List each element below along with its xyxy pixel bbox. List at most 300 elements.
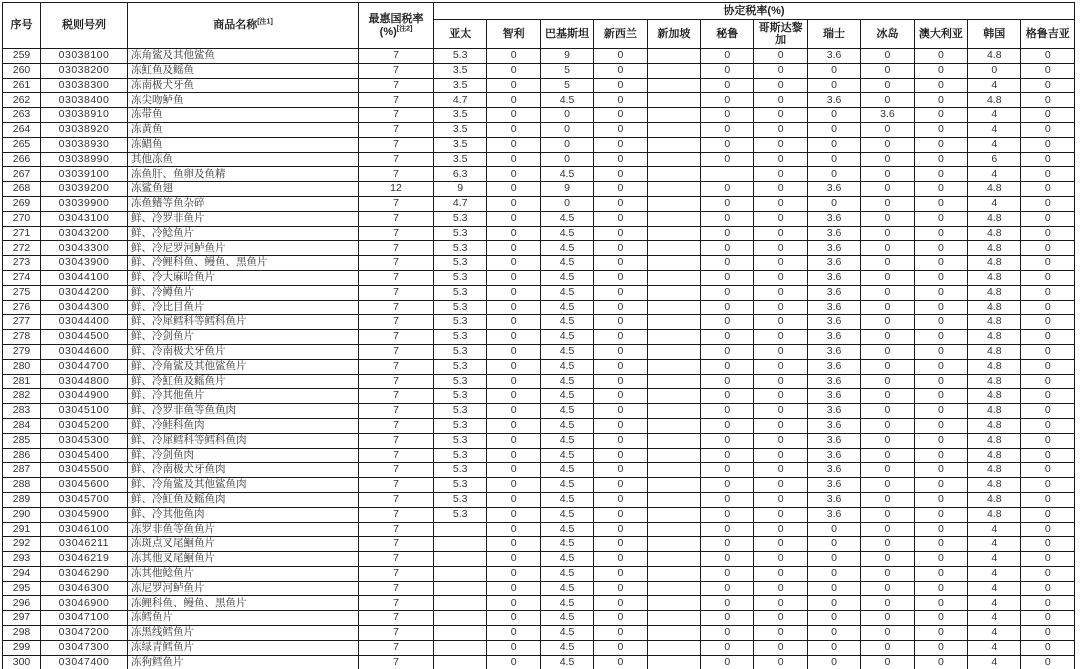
rate-cell: 0: [594, 63, 647, 78]
rate-cell: [647, 108, 700, 123]
rate-cell: 0: [754, 374, 807, 389]
rate-cell: 3.6: [807, 330, 860, 345]
rate-cell: 0: [701, 478, 754, 493]
rate-cell: 0: [807, 566, 860, 581]
table-row: [3, 344, 1075, 359]
rate-cell: 3.6: [807, 389, 860, 404]
mfn-rate: 12: [359, 182, 434, 197]
mfn-rate: 7: [359, 596, 434, 611]
rate-cell: 0: [487, 389, 540, 404]
mfn-rate: 7: [359, 196, 434, 211]
rate-cell: 4.5: [540, 478, 593, 493]
rate-cell: 5.3: [434, 478, 487, 493]
rate-cell: 0: [701, 315, 754, 330]
rate-cell: 0: [487, 507, 540, 522]
rate-cell: 0: [701, 196, 754, 211]
rate-cell: 0: [754, 507, 807, 522]
tariff-code: 03044400: [41, 315, 128, 330]
rate-cell: 0: [594, 315, 647, 330]
rate-cell: 0: [914, 108, 967, 123]
row-index: 265: [3, 137, 41, 152]
rate-cell: 0: [914, 640, 967, 655]
table-row: [3, 566, 1075, 581]
rate-cell: 0: [487, 93, 540, 108]
rate-cell: 3.6: [807, 433, 860, 448]
mfn-rate: 7: [359, 344, 434, 359]
rate-cell: [647, 655, 700, 669]
rate-cell: 3.6: [807, 300, 860, 315]
rate-cell: 0: [487, 463, 540, 478]
rate-cell: 0: [1021, 167, 1075, 182]
rate-cell: 0: [1021, 285, 1075, 300]
row-index: 267: [3, 167, 41, 182]
col-header-code: 税则号列: [41, 3, 128, 49]
row-index: 282: [3, 389, 41, 404]
tariff-code: 03044500: [41, 330, 128, 345]
rate-cell: 0: [861, 167, 914, 182]
mfn-rate: 7: [359, 256, 434, 271]
rate-cell: 0: [1021, 433, 1075, 448]
rate-cell: 4.5: [540, 611, 593, 626]
rate-cell: 0: [540, 122, 593, 137]
rate-cell: [647, 256, 700, 271]
rate-cell: 0: [1021, 49, 1075, 64]
rate-cell: 4: [968, 626, 1021, 641]
rate-cell: 0: [487, 611, 540, 626]
rate-cell: 3.6: [807, 93, 860, 108]
rate-cell: 0: [754, 330, 807, 345]
rate-cell: 0: [594, 344, 647, 359]
rate-cell: 0: [487, 285, 540, 300]
table-row: [3, 63, 1075, 78]
rate-cell: 0: [1021, 404, 1075, 419]
rate-cell: 0: [754, 152, 807, 167]
tariff-code: 03045600: [41, 478, 128, 493]
rate-cell: 4.5: [540, 344, 593, 359]
rate-cell: 0: [861, 226, 914, 241]
product-name: 鲜、冷鳟鱼片: [128, 285, 359, 300]
rate-cell: 0: [754, 196, 807, 211]
rate-cell: [647, 300, 700, 315]
rate-cell: [647, 433, 700, 448]
mfn-rate: 7: [359, 389, 434, 404]
rate-cell: [434, 640, 487, 655]
rate-cell: 4.8: [968, 285, 1021, 300]
rate-cell: 4.7: [434, 93, 487, 108]
rate-cell: 4: [968, 566, 1021, 581]
rate-cell: 0: [701, 581, 754, 596]
table-row: [3, 552, 1075, 567]
row-index: 295: [3, 581, 41, 596]
rate-cell: 0: [487, 448, 540, 463]
table-row: [3, 256, 1075, 271]
rate-cell: 0: [754, 611, 807, 626]
product-name: 鲜、冷南极犬牙鱼肉: [128, 463, 359, 478]
rate-cell: 3.5: [434, 122, 487, 137]
country-header-9: 澳大利亚: [914, 20, 967, 49]
rate-cell: [647, 478, 700, 493]
rate-cell: 4.5: [540, 256, 593, 271]
rate-cell: 4.8: [968, 448, 1021, 463]
rate-cell: 0: [701, 611, 754, 626]
rate-cell: [647, 315, 700, 330]
table-row: [3, 359, 1075, 374]
row-index: 276: [3, 300, 41, 315]
rate-cell: [647, 611, 700, 626]
rate-cell: 4.8: [968, 492, 1021, 507]
rate-cell: 0: [754, 404, 807, 419]
tariff-code: 03046300: [41, 581, 128, 596]
tariff-code: 03046211: [41, 537, 128, 552]
rate-cell: 0: [914, 63, 967, 78]
rate-cell: 0: [754, 315, 807, 330]
rate-cell: 4: [968, 137, 1021, 152]
rate-cell: [647, 63, 700, 78]
rate-cell: 0: [1021, 374, 1075, 389]
rate-cell: 0: [914, 463, 967, 478]
row-index: 293: [3, 552, 41, 567]
rate-cell: 0: [754, 389, 807, 404]
country-header-4: 新加坡: [647, 20, 700, 49]
rate-cell: 0: [1021, 63, 1075, 78]
rate-cell: 0: [701, 122, 754, 137]
rate-cell: [647, 226, 700, 241]
rate-cell: 0: [594, 537, 647, 552]
tariff-code: 03043900: [41, 256, 128, 271]
rate-cell: 0: [861, 122, 914, 137]
table-row: [3, 93, 1075, 108]
rate-cell: 5.3: [434, 256, 487, 271]
rate-cell: 0: [594, 196, 647, 211]
tariff-code: 03045100: [41, 404, 128, 419]
rate-cell: 0: [914, 93, 967, 108]
rate-cell: 0: [1021, 655, 1075, 669]
rate-cell: 0: [1021, 122, 1075, 137]
tariff-code: 03046100: [41, 522, 128, 537]
rate-cell: 0: [807, 167, 860, 182]
rate-cell: 0: [861, 492, 914, 507]
rate-cell: 0: [487, 63, 540, 78]
rate-cell: 3.6: [807, 492, 860, 507]
rate-cell: 5: [540, 63, 593, 78]
country-header-7: 瑞士: [807, 20, 860, 49]
tariff-code: 03038930: [41, 137, 128, 152]
rate-cell: 5.3: [434, 315, 487, 330]
rate-cell: 0: [1021, 359, 1075, 374]
mfn-rate: 7: [359, 552, 434, 567]
rate-cell: 0: [487, 182, 540, 197]
rate-cell: 0: [861, 330, 914, 345]
rate-cell: 0: [914, 655, 967, 669]
rate-cell: 0: [754, 655, 807, 669]
tariff-code: 03045300: [41, 433, 128, 448]
rate-cell: 3.6: [807, 211, 860, 226]
rate-cell: 0: [1021, 182, 1075, 197]
rate-cell: 4: [968, 196, 1021, 211]
rate-cell: 0: [594, 596, 647, 611]
tariff-code: 03045700: [41, 492, 128, 507]
rate-cell: [647, 152, 700, 167]
rate-cell: 6: [968, 152, 1021, 167]
table-row: [3, 241, 1075, 256]
rate-cell: 0: [487, 404, 540, 419]
rate-cell: [647, 566, 700, 581]
rate-cell: 0: [1021, 463, 1075, 478]
rate-cell: 0: [754, 167, 807, 182]
rate-cell: 0: [807, 596, 860, 611]
rate-cell: 3.5: [434, 108, 487, 123]
tariff-code: 03038920: [41, 122, 128, 137]
product-name: 鲜、冷角鲨及其他鲨鱼肉: [128, 478, 359, 493]
mfn-rate: 7: [359, 315, 434, 330]
rate-cell: 0: [807, 108, 860, 123]
rate-cell: 5.3: [434, 448, 487, 463]
rate-cell: 0: [594, 611, 647, 626]
rate-cell: 0: [1021, 152, 1075, 167]
rate-cell: 0: [754, 49, 807, 64]
rate-cell: 0: [861, 78, 914, 93]
row-index: 259: [3, 49, 41, 64]
rate-cell: 4.8: [968, 463, 1021, 478]
mfn-rate: 7: [359, 270, 434, 285]
row-index: 290: [3, 507, 41, 522]
rate-cell: 0: [1021, 448, 1075, 463]
row-index: 262: [3, 93, 41, 108]
rate-cell: 0: [914, 478, 967, 493]
rate-cell: 0: [701, 108, 754, 123]
table-row: [3, 596, 1075, 611]
rate-cell: 0: [754, 626, 807, 641]
rate-cell: 0: [487, 522, 540, 537]
rate-cell: 9: [540, 182, 593, 197]
rate-cell: 0: [487, 256, 540, 271]
rate-cell: 0: [754, 596, 807, 611]
rate-cell: 0: [701, 241, 754, 256]
mfn-rate: 7: [359, 418, 434, 433]
table-row: [3, 300, 1075, 315]
rate-cell: 0: [861, 433, 914, 448]
product-name: 冻其他鲶鱼片: [128, 566, 359, 581]
table-row: [3, 226, 1075, 241]
row-index: 272: [3, 241, 41, 256]
rate-cell: 0: [914, 448, 967, 463]
row-index: 300: [3, 655, 41, 669]
rate-cell: 0: [487, 626, 540, 641]
rate-cell: 5.3: [434, 300, 487, 315]
rate-cell: 0: [914, 182, 967, 197]
rate-cell: 0: [1021, 418, 1075, 433]
rate-cell: 0: [701, 63, 754, 78]
tariff-table: [2, 2, 1075, 669]
mfn-rate: 7: [359, 492, 434, 507]
rate-cell: 3.6: [807, 241, 860, 256]
rate-cell: 0: [754, 433, 807, 448]
rate-cell: 0: [1021, 93, 1075, 108]
table-row: [3, 196, 1075, 211]
rate-cell: 0: [594, 226, 647, 241]
row-index: 261: [3, 78, 41, 93]
rate-cell: 0: [1021, 137, 1075, 152]
rate-cell: 9: [540, 49, 593, 64]
rate-cell: 0: [540, 137, 593, 152]
rate-cell: 0: [594, 404, 647, 419]
table-row: [3, 182, 1075, 197]
rate-cell: 4.8: [968, 226, 1021, 241]
rate-cell: 0: [487, 211, 540, 226]
rate-cell: 0: [701, 566, 754, 581]
table-row: [3, 167, 1075, 182]
rate-cell: [647, 596, 700, 611]
product-name: 鲜、冷犀鳕科等鳕科鱼肉: [128, 433, 359, 448]
product-name: 冻斑点叉尾鮰鱼片: [128, 537, 359, 552]
rate-cell: [647, 626, 700, 641]
rate-cell: 0: [807, 552, 860, 567]
rate-cell: 0: [487, 640, 540, 655]
rate-cell: 0: [807, 626, 860, 641]
product-name: 鲜、冷罗非鱼片: [128, 211, 359, 226]
rate-cell: 4: [968, 122, 1021, 137]
rate-cell: 3.6: [807, 463, 860, 478]
rate-cell: 3.5: [434, 63, 487, 78]
row-index: 266: [3, 152, 41, 167]
rate-cell: [434, 581, 487, 596]
rate-cell: 3.6: [807, 344, 860, 359]
mfn-rate: 7: [359, 63, 434, 78]
product-name: 冻狗鳕鱼片: [128, 655, 359, 669]
rate-cell: 4: [968, 537, 1021, 552]
rate-cell: 4.5: [540, 566, 593, 581]
product-name: 鲜、冷鲶鱼片: [128, 226, 359, 241]
row-index: 287: [3, 463, 41, 478]
product-name: 冻角鲨及其他鲨鱼: [128, 49, 359, 64]
row-index: 269: [3, 196, 41, 211]
product-name: 冻鳕鱼片: [128, 611, 359, 626]
row-index: 278: [3, 330, 41, 345]
rate-cell: [647, 374, 700, 389]
rate-cell: 0: [914, 359, 967, 374]
col-header-mfn-line1: 最惠国税率: [368, 12, 424, 25]
product-name: 鲜、冷鲤科鱼、鳗鱼、黑鱼片: [128, 256, 359, 271]
rate-cell: 0: [914, 122, 967, 137]
rate-cell: 3.6: [807, 49, 860, 64]
rate-cell: 4.5: [540, 418, 593, 433]
rate-cell: 4.5: [540, 241, 593, 256]
product-name: 鲜、冷罗非鱼等鱼鱼肉: [128, 404, 359, 419]
rate-cell: 0: [914, 389, 967, 404]
rate-cell: 0: [968, 63, 1021, 78]
rate-cell: 0: [861, 418, 914, 433]
table-row: [3, 478, 1075, 493]
rate-cell: 4.5: [540, 389, 593, 404]
col-header-product-name-text: 商品名称: [213, 19, 258, 31]
rate-cell: 4.5: [540, 93, 593, 108]
rate-cell: 3.6: [807, 315, 860, 330]
rate-cell: 0: [701, 640, 754, 655]
rate-cell: 0: [914, 344, 967, 359]
rate-cell: 0: [754, 93, 807, 108]
rate-cell: 0: [594, 581, 647, 596]
rate-cell: 0: [754, 418, 807, 433]
rate-cell: 0: [701, 49, 754, 64]
table-row: [3, 611, 1075, 626]
rate-cell: 4.8: [968, 211, 1021, 226]
rate-cell: 4: [968, 596, 1021, 611]
mfn-rate: 7: [359, 359, 434, 374]
mfn-rate: 7: [359, 226, 434, 241]
rate-cell: 0: [594, 270, 647, 285]
rate-cell: 0: [914, 226, 967, 241]
rate-cell: 5.3: [434, 463, 487, 478]
table-row: [3, 655, 1075, 669]
rate-cell: [434, 626, 487, 641]
rate-cell: 0: [861, 182, 914, 197]
tariff-code: 03043100: [41, 211, 128, 226]
rate-cell: 0: [701, 152, 754, 167]
rate-cell: 5.3: [434, 285, 487, 300]
mfn-rate: 7: [359, 137, 434, 152]
rate-cell: 0: [487, 359, 540, 374]
table-row: [3, 492, 1075, 507]
rate-cell: 0: [701, 655, 754, 669]
rate-cell: 4.5: [540, 463, 593, 478]
rate-cell: 0: [807, 63, 860, 78]
rate-cell: 0: [807, 640, 860, 655]
tariff-code: 03038400: [41, 93, 128, 108]
tariff-code: 03047300: [41, 640, 128, 655]
rate-cell: 0: [487, 300, 540, 315]
rate-cell: [647, 344, 700, 359]
rate-cell: [647, 492, 700, 507]
rate-cell: 0: [861, 552, 914, 567]
rate-cell: 5.3: [434, 344, 487, 359]
rate-cell: 0: [914, 211, 967, 226]
rate-cell: 0: [914, 167, 967, 182]
rate-cell: 4.5: [540, 433, 593, 448]
rate-cell: 0: [594, 182, 647, 197]
rate-cell: 0: [861, 359, 914, 374]
rate-cell: 6.3: [434, 167, 487, 182]
rate-cell: 4.5: [540, 315, 593, 330]
rate-cell: 0: [861, 49, 914, 64]
rate-cell: 0: [701, 182, 754, 197]
tariff-code: 03044800: [41, 374, 128, 389]
rate-cell: 0: [701, 330, 754, 345]
rate-cell: 5.3: [434, 374, 487, 389]
product-name: 鲜、冷比目鱼片: [128, 300, 359, 315]
rate-cell: [647, 537, 700, 552]
mfn-rate: 7: [359, 108, 434, 123]
rate-cell: 0: [914, 626, 967, 641]
mfn-rate: 7: [359, 581, 434, 596]
rate-cell: 3.5: [434, 152, 487, 167]
rate-cell: 5.3: [434, 389, 487, 404]
rate-cell: 0: [701, 78, 754, 93]
rate-cell: [647, 196, 700, 211]
rate-cell: 0: [914, 566, 967, 581]
rate-cell: 4.5: [540, 581, 593, 596]
rate-cell: 0: [754, 108, 807, 123]
country-header-6: 哥斯达黎加: [754, 20, 807, 49]
rate-cell: 4.8: [968, 270, 1021, 285]
table-row: [3, 122, 1075, 137]
product-name: 鲜、冷魟鱼及鳐鱼片: [128, 374, 359, 389]
rate-cell: 0: [594, 300, 647, 315]
table-row: [3, 404, 1075, 419]
mfn-rate: 7: [359, 404, 434, 419]
rate-cell: 0: [914, 256, 967, 271]
rate-cell: 5.3: [434, 211, 487, 226]
rate-cell: 0: [861, 463, 914, 478]
